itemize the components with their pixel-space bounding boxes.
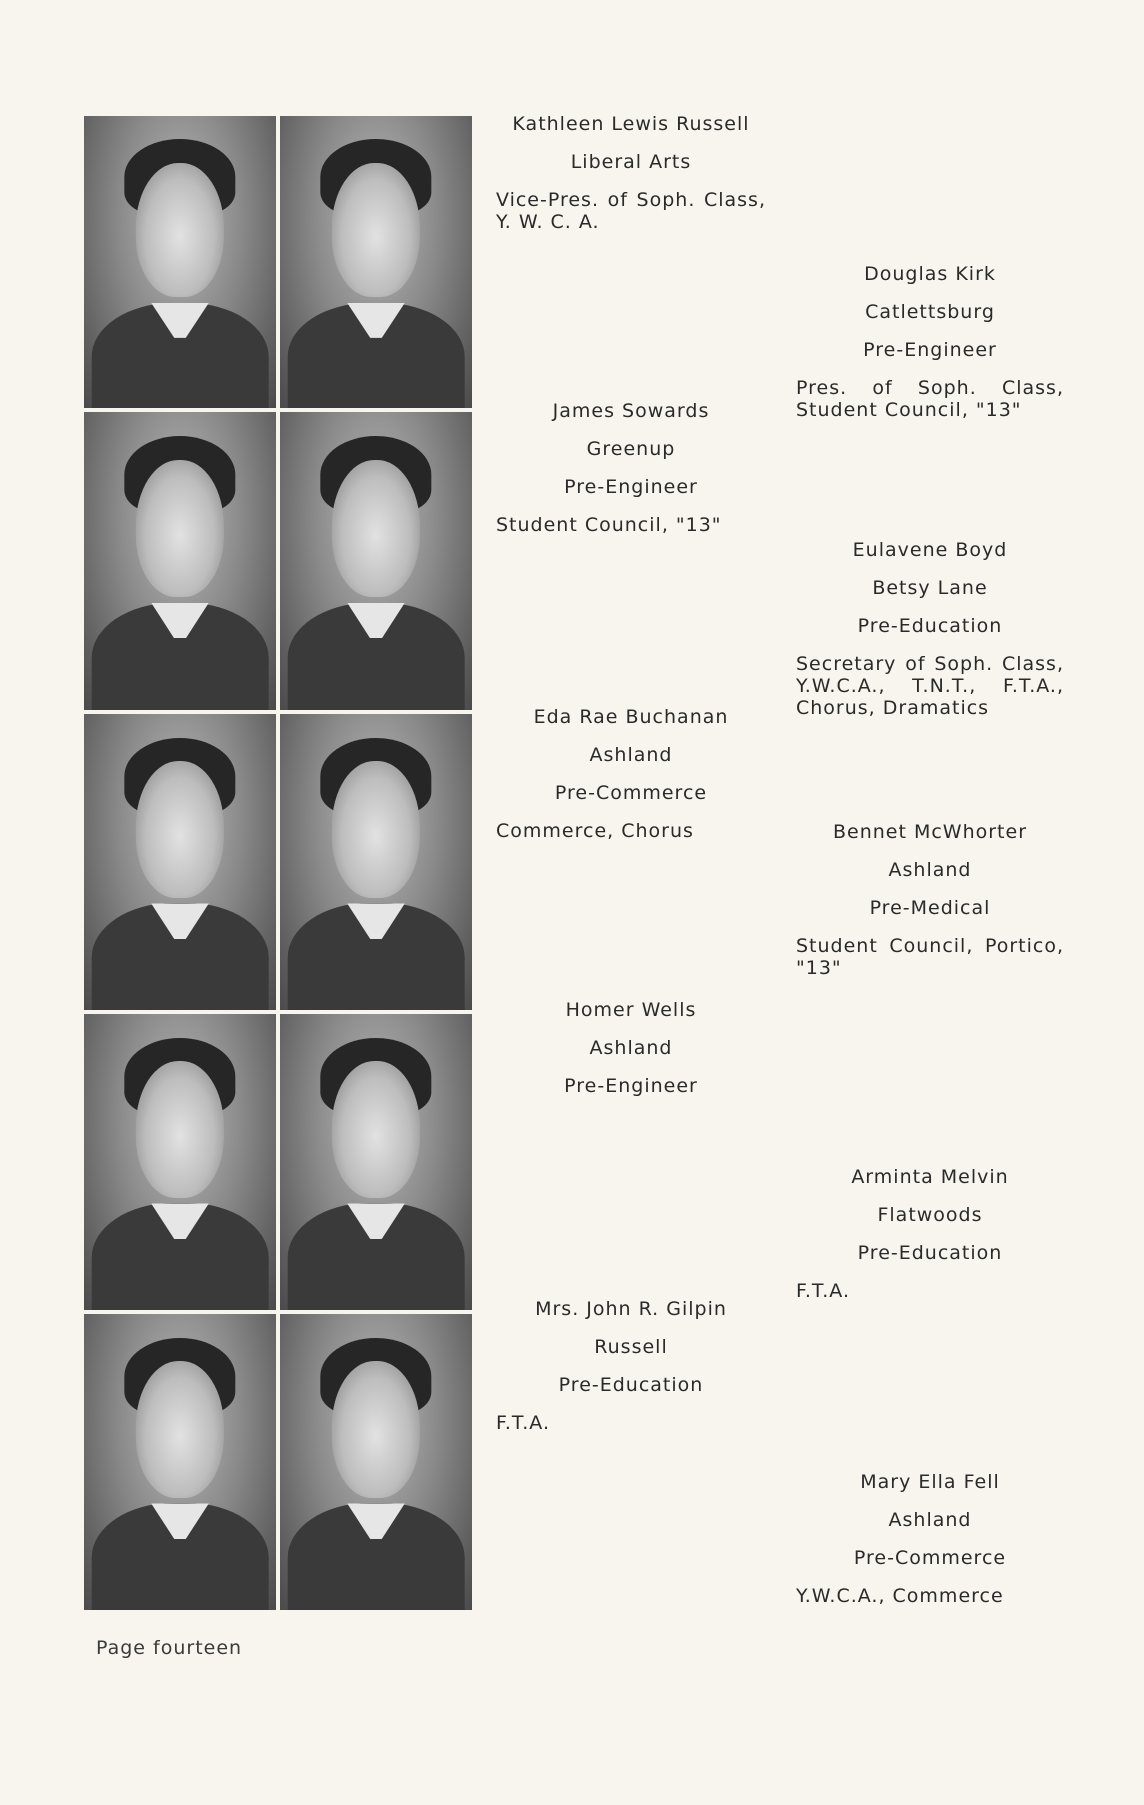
student-hometown: Ashland bbox=[888, 859, 972, 881]
portrait-photo bbox=[84, 412, 276, 710]
student-course: Pre-Education bbox=[857, 615, 1003, 637]
student-activities: Vice-Pres. of Soph. Class, Y. W. C. A. bbox=[496, 189, 766, 233]
student-hometown: Ashland bbox=[589, 1037, 673, 1059]
student-activities: Student Council, "13" bbox=[496, 514, 722, 536]
student-entry bbox=[796, 263, 1064, 421]
student-name: Douglas Kirk bbox=[864, 263, 996, 285]
student-hometown: Ashland bbox=[888, 1509, 972, 1531]
student-course: Pre-Engineer bbox=[564, 476, 698, 498]
student-name: Mrs. John R. Gilpin bbox=[535, 1298, 727, 1320]
portrait-photo bbox=[84, 714, 276, 1010]
portrait-photo bbox=[280, 714, 472, 1010]
student-activities: Student Council, Portico, "13" bbox=[796, 935, 1064, 979]
portrait-photo bbox=[84, 1014, 276, 1310]
student-name: Bennet McWhorter bbox=[832, 821, 1028, 843]
student-entry bbox=[496, 706, 766, 842]
student-hometown: Greenup bbox=[586, 438, 676, 460]
student-entry bbox=[796, 1166, 1064, 1302]
student-activities: F.T.A. bbox=[496, 1412, 551, 1434]
student-course: Pre-Engineer bbox=[863, 339, 997, 361]
student-name: Eda Rae Buchanan bbox=[533, 706, 729, 728]
student-course: Pre-Engineer bbox=[564, 1075, 698, 1097]
student-activities: Pres. of Soph. Class, Student Council, "13" bbox=[796, 377, 1064, 421]
student-name: James Sowards bbox=[552, 400, 710, 422]
portrait-photo bbox=[84, 116, 276, 408]
portrait-photo bbox=[280, 1014, 472, 1310]
student-entry bbox=[496, 1298, 766, 1434]
portrait-photo bbox=[84, 1314, 276, 1610]
student-entry bbox=[796, 1471, 1064, 1607]
page-number: Page fourteen bbox=[96, 1637, 243, 1659]
student-hometown: Flatwoods bbox=[877, 1204, 983, 1226]
student-course: Pre-Commerce bbox=[554, 782, 708, 804]
student-name: Arminta Melvin bbox=[851, 1166, 1009, 1188]
student-course: Pre-Education bbox=[857, 1242, 1003, 1264]
student-hometown: Russell bbox=[594, 1336, 668, 1358]
student-hometown: Ashland bbox=[589, 744, 673, 766]
student-activities: F.T.A. bbox=[796, 1280, 851, 1302]
student-hometown: Betsy Lane bbox=[872, 577, 988, 599]
photo-grid bbox=[84, 116, 472, 1600]
student-hometown: Liberal Arts bbox=[570, 151, 692, 173]
student-activities: Y.W.C.A., Commerce bbox=[796, 1585, 1004, 1607]
student-entry bbox=[496, 113, 766, 233]
student-entry bbox=[496, 999, 766, 1113]
student-name: Homer Wells bbox=[565, 999, 697, 1021]
student-course: Pre-Commerce bbox=[853, 1547, 1007, 1569]
student-course: Pre-Medical bbox=[869, 897, 991, 919]
student-name: Eulavene Boyd bbox=[852, 539, 1008, 561]
portrait-photo bbox=[280, 1314, 472, 1610]
portrait-photo bbox=[280, 116, 472, 408]
student-activities: Secretary of Soph. Class, Y.W.C.A., T.N.T., F.T.A., Chorus, Dramatics bbox=[796, 653, 1064, 719]
portrait-photo bbox=[280, 412, 472, 710]
student-name: Mary Ella Fell bbox=[860, 1471, 1000, 1493]
student-course: Pre-Education bbox=[558, 1374, 704, 1396]
student-activities: Commerce, Chorus bbox=[496, 820, 694, 842]
student-hometown: Catlettsburg bbox=[865, 301, 995, 323]
student-name: Kathleen Lewis Russell bbox=[512, 113, 750, 135]
student-entry bbox=[496, 400, 766, 536]
student-entry bbox=[796, 821, 1064, 979]
student-entry bbox=[796, 539, 1064, 719]
